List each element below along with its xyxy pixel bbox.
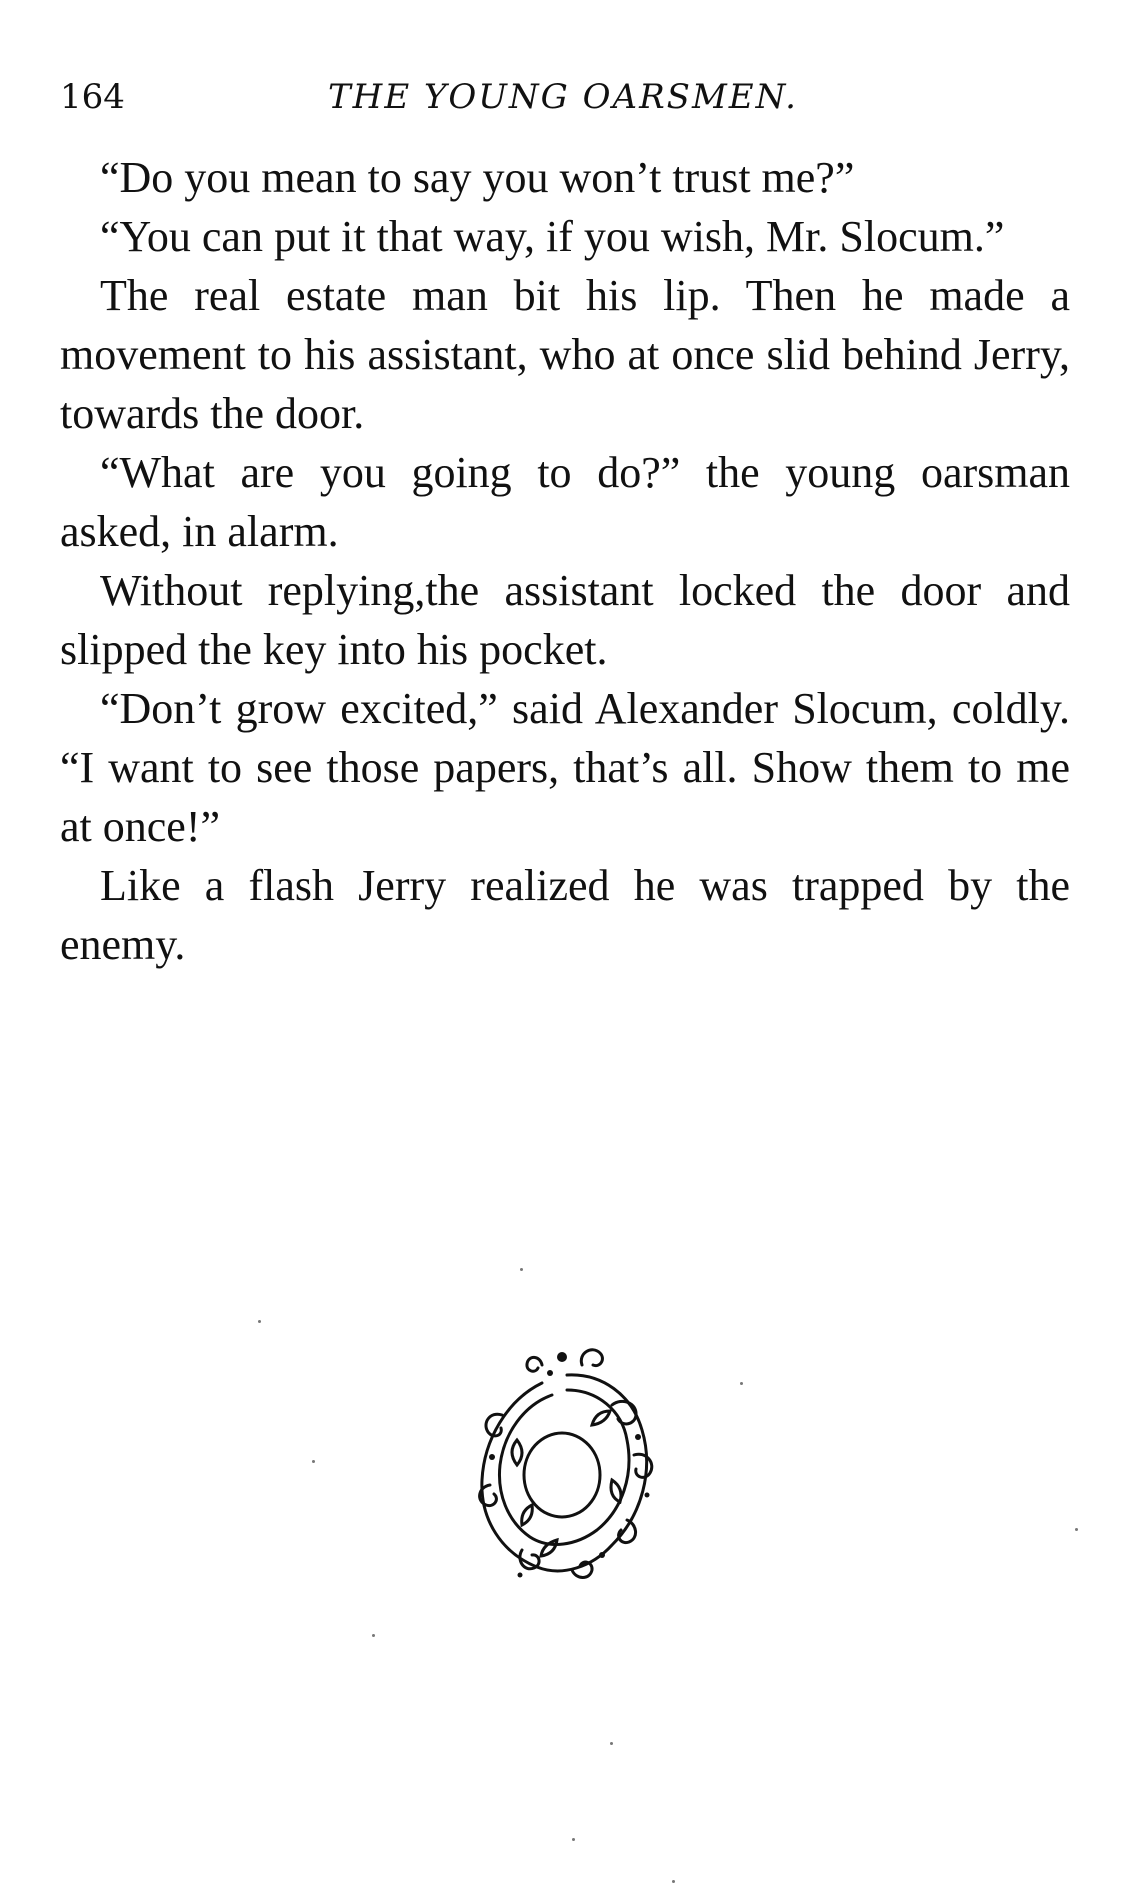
paragraph: Like a flash Jerry realized he was trapped by the enemy. xyxy=(60,861,1070,969)
floral-wreath-tailpiece-icon xyxy=(462,1345,672,1595)
paragraph: “You can put it that way, if you wish, Mr. Slocum.” xyxy=(100,212,1005,261)
paper-speck xyxy=(372,1634,375,1637)
page-number: 164 xyxy=(60,77,125,117)
paragraph: The real estate man bit his lip. Then he made a movement to his assistant, who at once slid behind Jerry, towards the door. xyxy=(60,271,1070,438)
paper-speck xyxy=(740,1382,743,1385)
paper-speck xyxy=(312,1460,315,1463)
paper-speck xyxy=(672,1880,675,1883)
paper-speck xyxy=(258,1320,261,1323)
paragraph: “Don’t grow excited,” said Alexander Slocum, coldly. “I want to see those papers, that’s all. Show them to me at once!” xyxy=(60,684,1070,851)
running-title: THE YOUNG OARSMEN. xyxy=(328,77,798,117)
paragraph: Without replying,the assistant locked the door and slipped the key into his pocket. xyxy=(60,566,1070,674)
paper-speck xyxy=(520,1268,523,1271)
paper-speck xyxy=(1075,1528,1078,1531)
paper-speck xyxy=(572,1838,575,1841)
body-text xyxy=(60,148,1070,974)
running-head xyxy=(60,72,1070,122)
paragraph: “What are you going to do?” the young oarsman asked, in alarm. xyxy=(60,448,1070,556)
paragraph: “Do you mean to say you won’t trust me?” xyxy=(100,153,855,202)
paper-speck xyxy=(610,1742,613,1745)
